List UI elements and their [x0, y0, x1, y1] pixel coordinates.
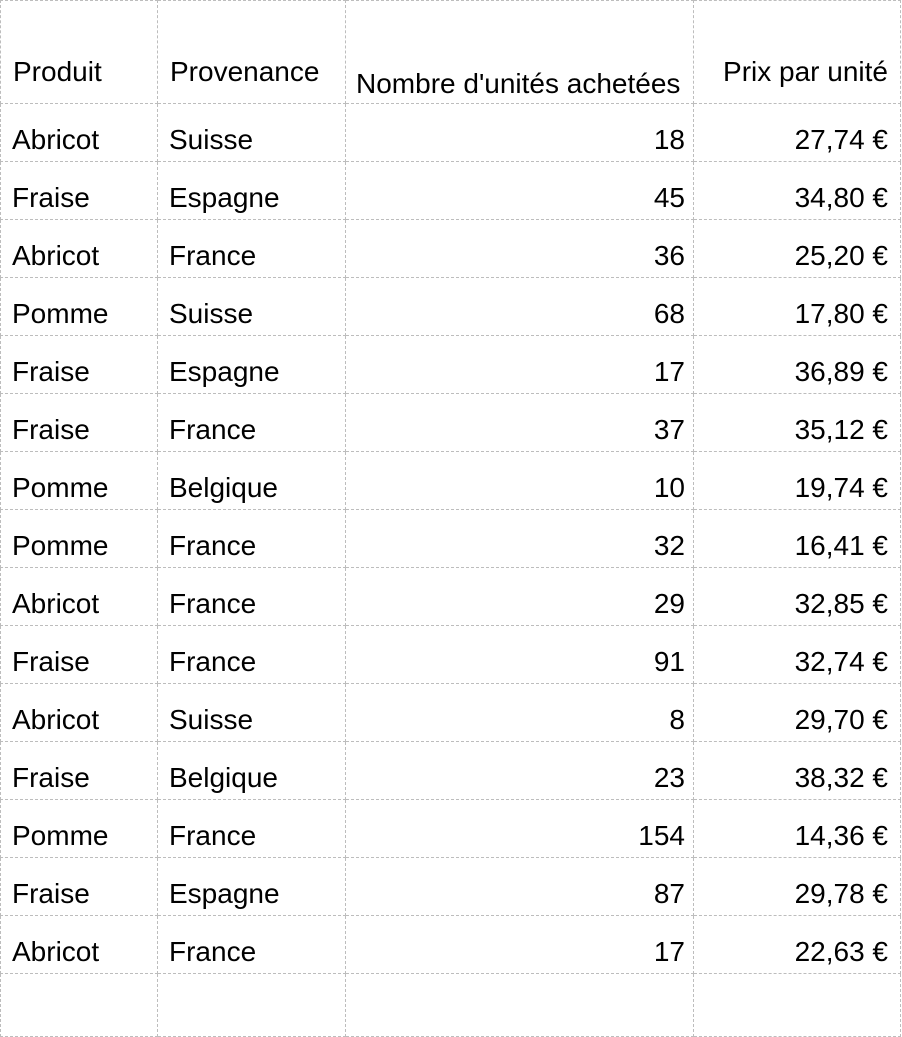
cell-prix-par-unite[interactable]: 25,20 € [694, 220, 901, 278]
table-row [1, 394, 901, 452]
cell-provenance[interactable]: France [158, 800, 346, 858]
cell-nombre-unites[interactable]: 68 [346, 278, 694, 336]
cell-prix-par-unite[interactable]: 29,70 € [694, 684, 901, 742]
cell-produit[interactable]: Fraise [1, 162, 158, 220]
cell-produit[interactable]: Fraise [1, 742, 158, 800]
cell-nombre-unites[interactable]: 17 [346, 916, 694, 974]
cell-prix-par-unite[interactable]: 32,85 € [694, 568, 901, 626]
cell-provenance[interactable]: Suisse [158, 104, 346, 162]
cell-nombre-unites[interactable]: 45 [346, 162, 694, 220]
cell-prix-par-unite[interactable]: 22,63 € [694, 916, 901, 974]
cell-produit[interactable]: Abricot [1, 568, 158, 626]
table-row [1, 104, 901, 162]
cell-nombre-unites[interactable]: 36 [346, 220, 694, 278]
cell-prix-par-unite[interactable]: 36,89 € [694, 336, 901, 394]
cell-produit[interactable]: Pomme [1, 452, 158, 510]
cell-prix-par-unite[interactable]: 27,74 € [694, 104, 901, 162]
cell-produit[interactable]: Fraise [1, 394, 158, 452]
cell-nombre-unites[interactable]: 37 [346, 394, 694, 452]
table-row [1, 510, 901, 568]
empty-cell[interactable] [346, 974, 694, 1037]
table-row [1, 568, 901, 626]
cell-prix-par-unite[interactable]: 14,36 € [694, 800, 901, 858]
cell-provenance[interactable]: France [158, 394, 346, 452]
cell-nombre-unites[interactable]: 91 [346, 626, 694, 684]
cell-produit[interactable]: Abricot [1, 104, 158, 162]
cell-provenance[interactable]: France [158, 510, 346, 568]
cell-produit[interactable]: Pomme [1, 800, 158, 858]
table-row [1, 742, 901, 800]
cell-provenance[interactable]: France [158, 220, 346, 278]
cell-produit[interactable]: Fraise [1, 858, 158, 916]
table-header [1, 1, 901, 104]
empty-cell[interactable] [1, 974, 158, 1037]
table-row [1, 858, 901, 916]
cell-nombre-unites[interactable]: 29 [346, 568, 694, 626]
cell-provenance[interactable]: Suisse [158, 684, 346, 742]
cell-provenance[interactable]: Belgique [158, 452, 346, 510]
header-cell-provenance[interactable]: Provenance [158, 1, 346, 104]
cell-produit[interactable]: Fraise [1, 626, 158, 684]
table-row [1, 452, 901, 510]
cell-provenance[interactable]: Espagne [158, 858, 346, 916]
cell-produit[interactable]: Fraise [1, 336, 158, 394]
header-cell-produit[interactable]: Produit [1, 1, 158, 104]
cell-produit[interactable]: Abricot [1, 684, 158, 742]
table-row [1, 800, 901, 858]
cell-nombre-unites[interactable]: 8 [346, 684, 694, 742]
table-row [1, 684, 901, 742]
table-row [1, 626, 901, 684]
cell-prix-par-unite[interactable]: 17,80 € [694, 278, 901, 336]
cell-prix-par-unite[interactable]: 32,74 € [694, 626, 901, 684]
table-row [1, 916, 901, 974]
cell-nombre-unites[interactable]: 17 [346, 336, 694, 394]
cell-produit[interactable]: Abricot [1, 916, 158, 974]
cell-provenance[interactable]: France [158, 626, 346, 684]
cell-prix-par-unite[interactable]: 34,80 € [694, 162, 901, 220]
cell-provenance[interactable]: France [158, 568, 346, 626]
cell-nombre-unites[interactable]: 32 [346, 510, 694, 568]
table-row [1, 162, 901, 220]
table-row [1, 220, 901, 278]
header-cell-nombre-unites[interactable]: Nombre d'unités achetées [346, 1, 694, 104]
cell-provenance[interactable]: France [158, 916, 346, 974]
cell-provenance[interactable]: Suisse [158, 278, 346, 336]
cell-nombre-unites[interactable]: 154 [346, 800, 694, 858]
cell-nombre-unites[interactable]: 18 [346, 104, 694, 162]
empty-row [1, 974, 901, 1037]
cell-produit[interactable]: Abricot [1, 220, 158, 278]
cell-prix-par-unite[interactable]: 16,41 € [694, 510, 901, 568]
cell-prix-par-unite[interactable]: 19,74 € [694, 452, 901, 510]
table-row [1, 336, 901, 394]
table-row [1, 278, 901, 336]
empty-cell[interactable] [158, 974, 346, 1037]
cell-produit[interactable]: Pomme [1, 278, 158, 336]
cell-nombre-unites[interactable]: 10 [346, 452, 694, 510]
cell-provenance[interactable]: Belgique [158, 742, 346, 800]
cell-provenance[interactable]: Espagne [158, 162, 346, 220]
cell-prix-par-unite[interactable]: 35,12 € [694, 394, 901, 452]
cell-prix-par-unite[interactable]: 29,78 € [694, 858, 901, 916]
header-cell-prix-par-unite[interactable]: Prix par unité [694, 1, 901, 104]
cell-nombre-unites[interactable]: 23 [346, 742, 694, 800]
header-row [1, 1, 901, 104]
cell-provenance[interactable]: Espagne [158, 336, 346, 394]
cell-produit[interactable]: Pomme [1, 510, 158, 568]
cell-prix-par-unite[interactable]: 38,32 € [694, 742, 901, 800]
cell-nombre-unites[interactable]: 87 [346, 858, 694, 916]
empty-cell[interactable] [694, 974, 901, 1037]
table-body [1, 104, 901, 1037]
